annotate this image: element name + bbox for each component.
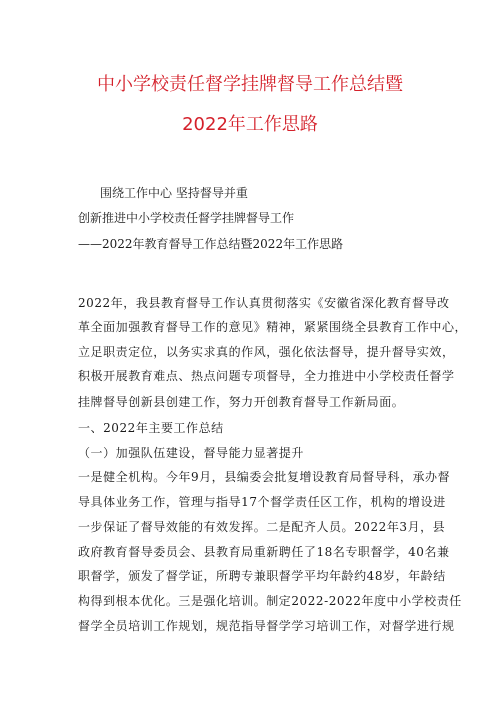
subtitle-line2: 创新推进中小学校责任督学挂牌督导工作 (78, 211, 295, 225)
body-line: 一步保证了督导效能的有效发挥。二是配齐人员。2022年3月，县 (78, 520, 446, 534)
document-title-line1: 中小学校责任督学挂牌督导工作总结暨 (97, 74, 403, 95)
body-line: 挂牌督导创新县创建工作，努力开创教育督导工作新局面。 (78, 395, 405, 409)
body-line: 立足职责定位，以务实求真的作风，强化依法督导，提升督导实效， (78, 345, 455, 359)
body-line: 革全面加强教育督导工作的意见》精神，紧紧围绕全县教育工作中心， (78, 320, 468, 334)
body-line: 导具体业务工作，管理与指导17个督学责任区工作，机构的增设进 (78, 495, 446, 509)
body-line: 2022年，我县教育督导工作认真贯彻落实《安徽省深化教育督导改 (78, 296, 450, 310)
subtitle-line1: 围绕工作中心 坚持督导并重 (100, 186, 248, 200)
body-line: 积极开展教育难点、热点问题专项督导，全力推进中小学校责任督学 (78, 369, 455, 383)
body-line: （一）加强队伍建设，督导能力显著提升 (78, 446, 304, 460)
body-line: 督学全员培训工作规划，规范指导督学学习培训工作，对督学进行规 (78, 619, 455, 633)
body-line: 一、2022年主要工作总结 (78, 421, 224, 435)
body-line: 构得到根本优化。三是强化培训。制定2022-2022年度中小学校责任 (78, 594, 462, 608)
subtitle-line3: ——2022年教育督导工作总结暨2022年工作思路 (78, 237, 344, 251)
body-line: 政府教育督导委员会、县教育局重新聘任了18名专职督学，40名兼 (78, 545, 450, 559)
document-title-line2: 2022年工作思路 (182, 114, 318, 135)
body-line: 一是健全机构。今年9月，县编委会批复增设教育局督导科，承办督 (78, 470, 451, 484)
body-line: 职督学，颁发了督学证，所聘专兼职督学平均年龄约48岁，年龄结 (78, 569, 446, 583)
